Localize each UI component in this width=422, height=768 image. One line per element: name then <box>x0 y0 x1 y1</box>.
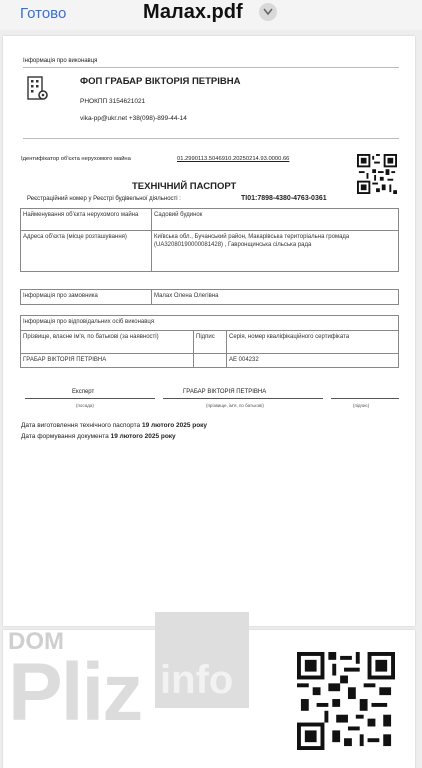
responsible-table <box>20 315 399 368</box>
column-header-signature: Підпис <box>194 331 227 354</box>
done-button[interactable]: Готово <box>20 5 67 22</box>
watermark-top-text: DOM <box>8 628 64 655</box>
person-signature <box>194 354 227 368</box>
responsible-label: Інформація про відповідальних осіб виконавця <box>21 316 399 331</box>
watermark-main-text: Pliz <box>8 647 142 738</box>
table-header-row <box>21 331 399 354</box>
date-formed-label: Дата формування документа <box>21 433 109 440</box>
document-title: ТЕХНІЧНИЙ ПАСПОРТ <box>132 181 237 192</box>
person-certificate: АЕ 004232 <box>227 354 399 368</box>
date-made <box>21 422 207 429</box>
object-id-label: Ідентифікатор об'єкта нерухомого майна <box>21 156 131 162</box>
table-cell-label: Найменування об'єкта нерухомого майна <box>21 209 152 231</box>
column-header-name: Прізвище, власне ім'я, по батькові (за наявності) <box>21 331 194 354</box>
watermark-suffix-text: info <box>160 658 234 702</box>
caption-position: (посада) <box>76 403 94 408</box>
table-row <box>21 290 399 305</box>
qr-code <box>297 652 395 750</box>
registry-label: Реєстраційний номер у Реєстрі будівельної діяльності : <box>27 196 181 202</box>
contacts: vika-pp@ukr.net +38(098)-899-44-14 <box>80 115 187 122</box>
file-title[interactable]: Малах.pdf <box>143 1 243 23</box>
column-header-certificate: Серія, номер кваліфікаційного сертифіката <box>227 331 399 354</box>
sign-position: Експерт <box>72 389 95 395</box>
building-gear-icon <box>27 76 49 102</box>
date-formed <box>21 433 176 440</box>
signature-line <box>331 398 399 399</box>
object-id-value: 01.2990113.5046910.20250214.93.0000.66 <box>177 156 290 162</box>
date-made-label: Дата виготовлення технічного паспорта <box>21 422 141 429</box>
customer-table <box>20 289 399 305</box>
table-cell-label: Адреса об'єкта (місце розташування) <box>21 231 152 272</box>
table-row <box>21 316 399 331</box>
customer-label: Інформація про замовника <box>21 290 152 305</box>
top-bar <box>0 0 422 30</box>
chevron-down-icon[interactable] <box>259 3 277 21</box>
divider <box>23 67 399 68</box>
qr-code <box>357 154 397 194</box>
registry-value: ТІ01:7898-4380-4763-0361 <box>241 195 327 202</box>
table-cell-value: Київська обл., Бучанський район, Макарівська територіальна громада (UA32080190000081428) , Гавронщинська сільська рада <box>152 231 399 272</box>
divider <box>23 138 399 139</box>
date-made-value: 19 лютого 2025 року <box>141 422 208 429</box>
date-formed-value: 19 лютого 2025 року <box>110 433 176 440</box>
customer-value: Малах Олена Олегівна <box>152 290 399 305</box>
table-row <box>21 354 399 368</box>
table-row <box>21 209 399 231</box>
document-page-1 <box>3 36 415 626</box>
table-row <box>21 231 399 272</box>
person-name: ГРАБАР ВІКТОРІЯ ПЕТРІВНА <box>21 354 194 368</box>
table-cell-value: Садовий будинок <box>152 209 399 231</box>
company-name: ФОП ГРАБАР ВІКТОРІЯ ПЕТРІВНА <box>80 76 241 87</box>
caption-name: (прізвище, ім'я, по батькові) <box>206 403 264 408</box>
rnokpp: РНОКПП 3154621021 <box>80 98 146 105</box>
executor-section-label: Інформація про виконавця <box>23 58 98 64</box>
sign-name: ГРАБАР ВІКТОРІЯ ПЕТРІВНА <box>183 389 267 395</box>
signature-line <box>25 398 155 399</box>
object-table <box>20 208 399 272</box>
caption-signature: (підпис) <box>353 403 370 408</box>
signature-line <box>163 398 323 399</box>
